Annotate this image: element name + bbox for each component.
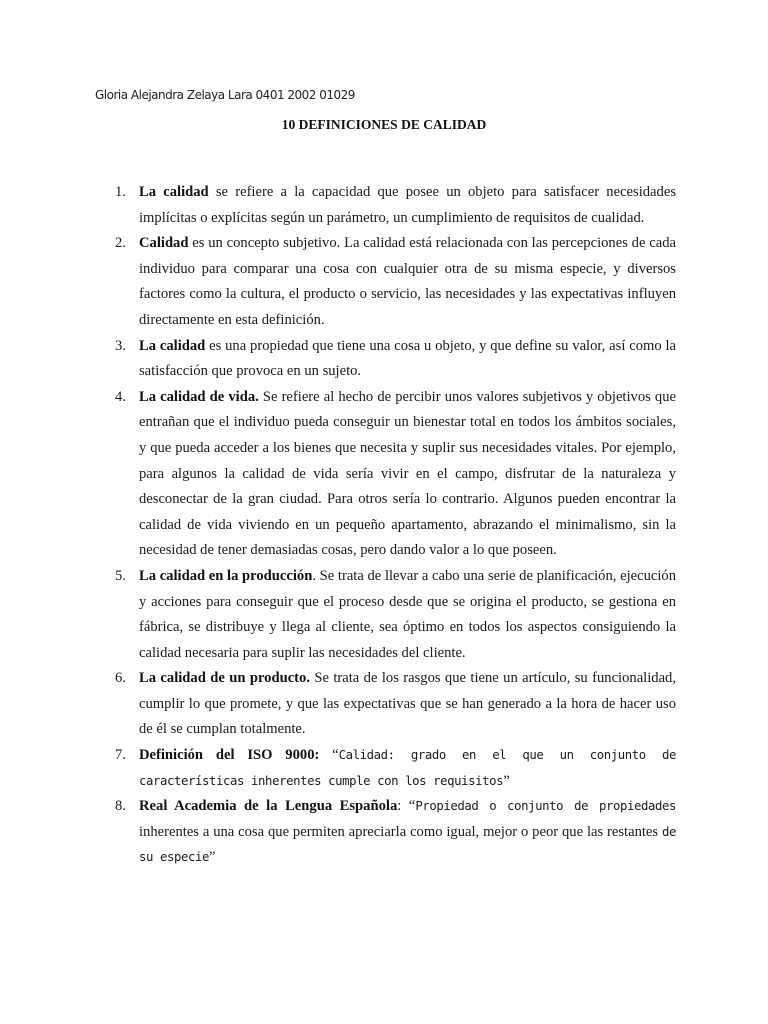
item-lead: Real Academia de la Lengua Española xyxy=(139,798,398,815)
list-item xyxy=(108,666,676,743)
item-text: . Se trata de llevar a cabo una serie de planificación, ejecución y acciones para conseguir que el proceso desde que se origina el producto, se gestiona en fábrica, se distribuye y llega al cliente, sea óptimo en todos los aspectos consiguiendo la calidad necesaria para suplir las necesidades del cliente. xyxy=(139,567,676,661)
list-item xyxy=(108,180,676,231)
item-number: 3. xyxy=(115,337,126,354)
item-number: 2. xyxy=(115,235,126,252)
document-title: 10 DEFINICIONES DE CALIDAD xyxy=(281,117,487,132)
item-number: 5. xyxy=(115,567,126,584)
item-number: 4. xyxy=(115,388,126,405)
item-number: 8. xyxy=(115,798,126,815)
list-item xyxy=(108,794,676,871)
item-lead: La calidad de vida. xyxy=(139,388,259,405)
item-quote: de su especie xyxy=(139,824,676,865)
item-lead: La calidad en la producción xyxy=(139,567,313,584)
list-item xyxy=(108,743,676,794)
definitions-list xyxy=(108,180,676,871)
item-text: Se refiere al hecho de percibir unos valores subjetivos y objetivos que entrañan que el individuo pueda conseguir un bienestar total en todos los ámbitos sociales, y que pueda acceder a los bienes que necesita y suplir sus necesidades vitales. Por ejemplo, para algunos la calidad de vida sería vivir en el campo, disfrutar de la naturaleza y desconectar de la gran ciudad. Para otros sería lo contrario. Algunos pueden encontrar la calidad de vida viviendo en un pequeño apartamento, abrazando el minimalismo, sin la necesidad de tener demasiadas cosas, pero dando valor a lo que poseen. xyxy=(139,388,676,559)
item-text: es un concepto subjetivo. La calidad está relacionada con las percepciones de cada individuo para comparar una cosa con cualquier otra de su misma especie, y diversos factores como la cultura, el producto o servicio, las necesidades y las expectativas influyen directamente en esta definición. xyxy=(139,235,676,328)
item-lead: La calidad xyxy=(139,184,209,200)
item-number: 6. xyxy=(115,670,126,687)
list-item xyxy=(108,334,676,385)
item-lead: La calidad de un producto. xyxy=(139,670,310,687)
item-number: 7. xyxy=(115,747,126,764)
item-number: 1. xyxy=(115,184,126,200)
list-item xyxy=(108,385,676,564)
item-text: es una propiedad que tiene una cosa u objeto, y que define su valor, así como la satisfacción que provoca en un sujeto. xyxy=(139,337,677,380)
item-quote: Propiedad o conjunto de propiedades xyxy=(415,799,677,814)
item-lead: La calidad xyxy=(139,337,206,354)
list-item xyxy=(108,231,676,333)
item-text: ” xyxy=(503,772,510,789)
item-text: inherentes a una cosa que permiten apreciarla como igual, mejor o peor que las restantes xyxy=(139,823,662,840)
item-text: Se trata de los rasgos que tiene un artículo, su funcionalidad, cumplir lo que promete, y que las expectativas que se han generado a la hora de hacer uso de él se cumplan totalmente. xyxy=(139,670,676,738)
item-lead: Definición del ISO 9000: xyxy=(139,747,320,764)
item-text: : “ xyxy=(397,798,416,815)
item-quote: Calidad: grado en el que un conjunto de características inherentes cumple con los requisitos xyxy=(139,748,676,788)
list-item xyxy=(108,564,676,666)
item-text: ” xyxy=(209,849,216,866)
author-line: Gloria Alejandra Zelaya Lara 0401 2002 01029 xyxy=(95,88,355,102)
item-lead: Calidad xyxy=(139,235,189,252)
item-text: “ xyxy=(319,747,339,764)
item-text: se refiere a la capacidad que posee un objeto para satisfacer necesidades implícitas o explícitas según un parámetro, un cumplimiento de requisitos de cualidad. xyxy=(139,184,676,226)
